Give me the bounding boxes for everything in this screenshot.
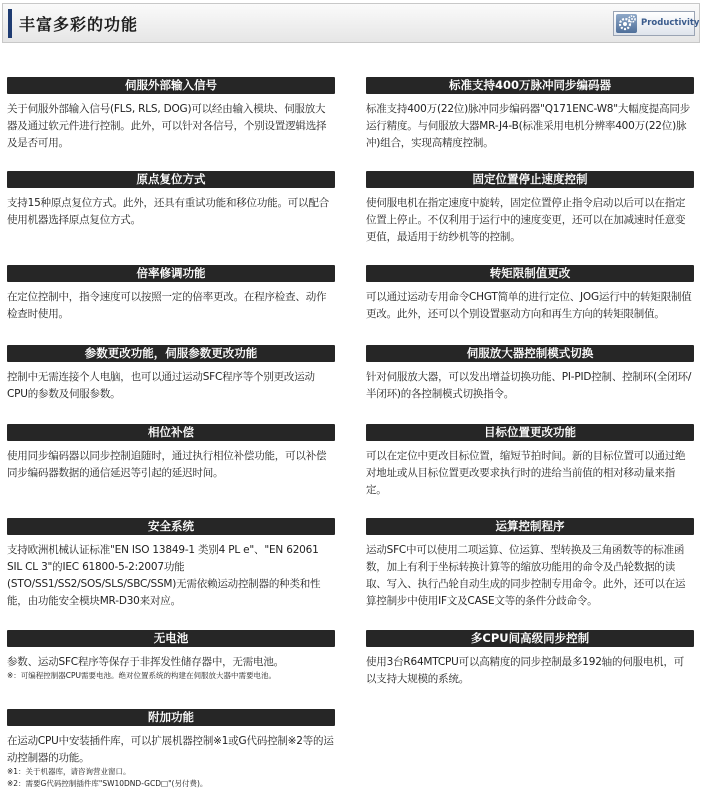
section-title: 原点复位方式 [7,171,335,188]
section-text: 运动SFC中可以使用二项运算、位运算、型转换及三角函数等的标准函数，加上有利于坐标转换计算等的缩放功能用的命令及凸轮数据的读取、写入、执行凸轮自动生成的同步控制专用命令。此外，还可以在运算控制步中使用IF文及CASE文等的条件分歧命令。 [366,544,686,607]
section-title: 倍率修调功能 [7,265,335,282]
section-torque-limit-change [366,265,694,323]
section-fixed-position-stop [366,171,694,246]
section-multi-cpu-sync [366,630,694,688]
section-text: 关于伺服外部输入信号(FLS, RLS, DOG)可以经由输入模块、伺服放大器及通过软元件进行控制。此外，可以针对各信号，个别设置逻辑选择及是否可用。 [7,103,327,149]
footnote: ※2：需要G代码控制插件库"SW10DND-GCD□"(另付费)。 [7,779,208,788]
section-title: 参数更改功能，伺服参数更改功能 [7,345,335,362]
section-text: 支持15种原点复位方式。此外，还具有重试功能和移位功能。可以配合使用机器选择原点复位方式。 [7,197,329,226]
section-safety-system [7,518,335,610]
section-title: 附加功能 [7,709,335,726]
section-additional-functions [7,709,335,790]
section-text: 可以通过运动专用命令CHGT简单的进行定位、JOG运行中的转矩限制值更改。此外，还可以个别设置驱动方向和再生方向的转矩限制值。 [366,291,692,320]
section-text: 参数、运动SFC程序等保存于非挥发性储存器中，无需电池。 [7,656,284,668]
section-text: 支持欧洲机械认证标准"EN ISO 13849-1 类别4 PL e"、"EN 62061 SIL CL 3"的IEC 61800-5-2:2007功能(STO/SS1/SS2/SOS/SLS/SBC/SSM)无需依赖运动控制器的种类和性能，由功能安全模块MR-D30来对应。 [7,544,321,607]
section-title: 多CPU间高级同步控制 [366,630,694,647]
section-control-mode-switch [366,345,694,403]
section-title: 运算控制程序 [366,518,694,535]
section-title: 无电池 [7,630,335,647]
section-operation-control-program [366,518,694,610]
section-title: 安全系统 [7,518,335,535]
section-title: 目标位置更改功能 [366,424,694,441]
section-text: 使用同步编码器以同步控制追随时，通过执行相位补偿功能，可以补偿同步编码器数据的通信延迟等引起的延迟时间。 [7,450,327,479]
section-home-return [7,171,335,229]
section-battery-less [7,630,335,682]
badge-label: Productivity [641,18,700,28]
section-phase-compensation [7,424,335,482]
section-text: 标准支持400万(22位)脉冲同步编码器"Q171ENC-W8"大幅度提高同步运行精度。与伺服放大器MR-J4-B(标准采用电机分辨率400万(22位)脉冲)组合，实现高精度控制。 [366,103,691,149]
page-header [2,3,700,43]
section-title: 伺服外部输入信号 [7,77,335,94]
section-text: 在运动CPU中安装插件库，可以扩展机器控制※1或G代码控制※2等的运动控制器的功能。 [7,735,334,764]
section-text: 针对伺服放大器，可以发出增益切换功能、PI-PID控制、控制环(全闭环/半闭环)的各控制模式切换指令。 [366,371,692,400]
gears-icon [616,14,637,33]
section-servo-external-input [7,77,335,152]
header-accent-bar [8,9,12,38]
footnote: ※：可编程控制器CPU需要电池。绝对位置系统的构建在伺服放大器中需要电池。 [7,671,277,680]
section-title: 转矩限制值更改 [366,265,694,282]
section-sync-encoder [366,77,694,152]
section-title: 伺服放大器控制模式切换 [366,345,694,362]
section-target-position-change [366,424,694,499]
section-text: 使用3台R64MTCPU可以高精度的同步控制最多192轴的伺服电机，可以支持大规模的系统。 [366,656,685,685]
section-title: 相位补偿 [7,424,335,441]
section-override [7,265,335,323]
section-text: 可以在定位中更改目标位置，缩短节拍时间。新的目标位置可以通过绝对地址或从目标位置更改要求执行时的进给当前值的相对移动量来指定。 [366,450,686,496]
section-text: 使伺服电机在指定速度中旋转，固定位置停止指令启动以后可以在指定位置上停止。不仅利用于运行中的速度变更，还可以在加减速时任意变更值，最适用于纺纱机等的控制。 [366,197,686,243]
footnote: ※1：关于机器库，请咨询营业窗口。 [7,767,131,776]
page-title: 丰富多彩的功能 [19,15,139,34]
section-parameter-change [7,345,335,403]
section-text: 在定位控制中，指令速度可以按照一定的倍率更改。在程序检查、动作检查时使用。 [7,291,327,320]
section-title: 标准支持400万脉冲同步编码器 [366,77,694,94]
productivity-badge [613,11,700,36]
section-title: 固定位置停止速度控制 [366,171,694,188]
section-text: 控制中无需连接个人电脑，也可以通过运动SFC程序等个别更改运动CPU的参数及伺服参数。 [7,371,315,400]
